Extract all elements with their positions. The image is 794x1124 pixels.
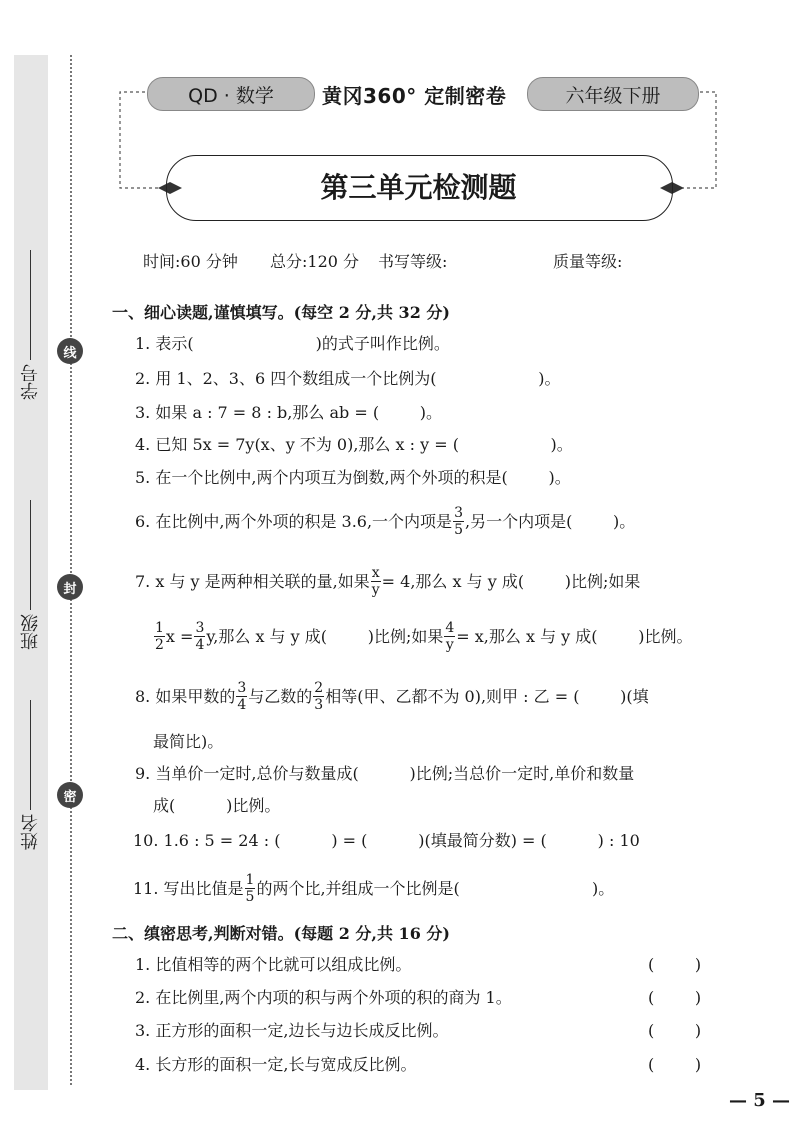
q11-text-a: 11. 写出比值是	[133, 878, 244, 898]
judge-item-4: 4. 长方形的面积一定,长与宽成反比例。	[135, 1055, 417, 1074]
name-field[interactable]	[16, 690, 46, 850]
name-label: 姓名	[20, 814, 41, 850]
question-8-line1[interactable]	[135, 680, 649, 713]
q6-fraction: $\frac{3}{5}$	[454, 505, 463, 538]
q8-fraction-1: $\frac{3}{4}$	[237, 680, 247, 713]
seal-xian-badge: 线	[57, 338, 83, 364]
seal-mi-badge: 密	[57, 782, 83, 808]
question-3[interactable]: 3. 如果 a : 7 = 8 : b,那么 ab = ( )。	[135, 403, 442, 422]
grade-pill: 六年级下册	[527, 77, 699, 111]
judge-item-1: 1. 比值相等的两个比就可以组成比例。	[135, 955, 412, 974]
q7-text-e: = x,那么 x 与 y 成( )比例。	[456, 626, 693, 646]
question-10[interactable]: 10. 1.6 : 5 = 24 : ( ) = ( )(填最简分数) = ( ) : 10	[133, 831, 640, 850]
class-label: 班级	[20, 614, 41, 650]
q7-fraction-1: $\frac{x}{y}$	[371, 565, 380, 598]
total-info: 总分:120 分	[270, 252, 360, 271]
section1-title: 一、细心读题,谨慎填写。(每空 2 分,共 32 分)	[112, 303, 450, 322]
q7-text-c: x =	[165, 626, 194, 646]
page-number: — 5 —	[728, 1090, 790, 1111]
student-id-label: 学号	[20, 364, 41, 400]
q7-fraction-2: $\frac{1}{2}$	[155, 620, 164, 653]
question-11[interactable]	[133, 872, 614, 905]
question-1[interactable]: 1. 表示( )的式子叫作比例。	[135, 334, 450, 353]
question-6[interactable]	[135, 505, 635, 538]
series-title: 黄冈360° 定制密卷	[322, 84, 507, 108]
q7-text-a: 7. x 与 y 是两种相关联的量,如果	[135, 571, 370, 591]
question-9-line2[interactable]: 成( )比例。	[153, 796, 281, 815]
question-8-line2[interactable]: 最简比)。	[153, 732, 224, 751]
q7-fraction-4: $\frac{4}{y}$	[445, 620, 455, 653]
q11-fraction: $\frac{1}{5}$	[245, 872, 255, 905]
q6-text-a: 6. 在比例中,两个外项的积是 3.6,一个内项是	[135, 511, 453, 531]
judge-item-3: 3. 正方形的面积一定,边长与边长成反比例。	[135, 1021, 449, 1040]
q8-text-a: 8. 如果甲数的	[135, 686, 236, 706]
question-2[interactable]: 2. 用 1、2、3、6 四个数组成一个比例为( )。	[135, 369, 561, 388]
seal-feng-badge: 封	[57, 574, 83, 600]
q8-text-c: 相等(甲、乙都不为 0),则甲 : 乙 = ( )(填	[325, 686, 649, 706]
writing-grade[interactable]: 书写等级:	[378, 252, 448, 271]
section2-title: 二、缜密思考,判断对错。(每题 2 分,共 16 分)	[112, 924, 450, 943]
time-info: 时间:60 分钟	[143, 252, 238, 271]
judge-answer-1[interactable]: ( )	[648, 955, 702, 974]
subject-pill: QD · 数学	[147, 77, 315, 111]
page-title: 第三单元检测题	[320, 171, 517, 204]
q8-fraction-2: $\frac{2}{3}$	[314, 680, 324, 713]
q6-text-b: ,另一个内项是( )。	[464, 511, 636, 531]
judge-answer-4[interactable]: ( )	[648, 1055, 702, 1074]
q7-text-b: = 4,那么 x 与 y 成( )比例;如果	[381, 571, 641, 591]
q7-text-d: y,那么 x 与 y 成( )比例;如果	[206, 626, 444, 646]
q7-fraction-3: $\frac{3}{4}$	[195, 620, 205, 653]
class-field[interactable]	[16, 470, 46, 650]
question-5[interactable]: 5. 在一个比例中,两个内项互为倒数,两个外项的积是( )。	[135, 468, 571, 487]
question-7-line2[interactable]	[153, 620, 692, 653]
quality-grade[interactable]: 质量等级:	[553, 252, 623, 271]
student-id-field[interactable]	[16, 250, 46, 400]
question-9-line1[interactable]: 9. 当单价一定时,总价与数量成( )比例;当总价一定时,单价和数量	[135, 764, 635, 783]
question-4[interactable]: 4. 已知 5x = 7y(x、y 不为 0),那么 x : y = ( )。	[135, 435, 573, 454]
judge-answer-3[interactable]: ( )	[648, 1021, 702, 1040]
question-7-line1[interactable]	[135, 565, 640, 598]
q11-text-b: 的两个比,并组成一个比例是( )。	[256, 878, 615, 898]
judge-answer-2[interactable]: ( )	[648, 988, 702, 1007]
q8-text-b: 与乙数的	[248, 686, 313, 706]
judge-item-2: 2. 在比例里,两个内项的积与两个外项的积的商为 1。	[135, 988, 512, 1007]
